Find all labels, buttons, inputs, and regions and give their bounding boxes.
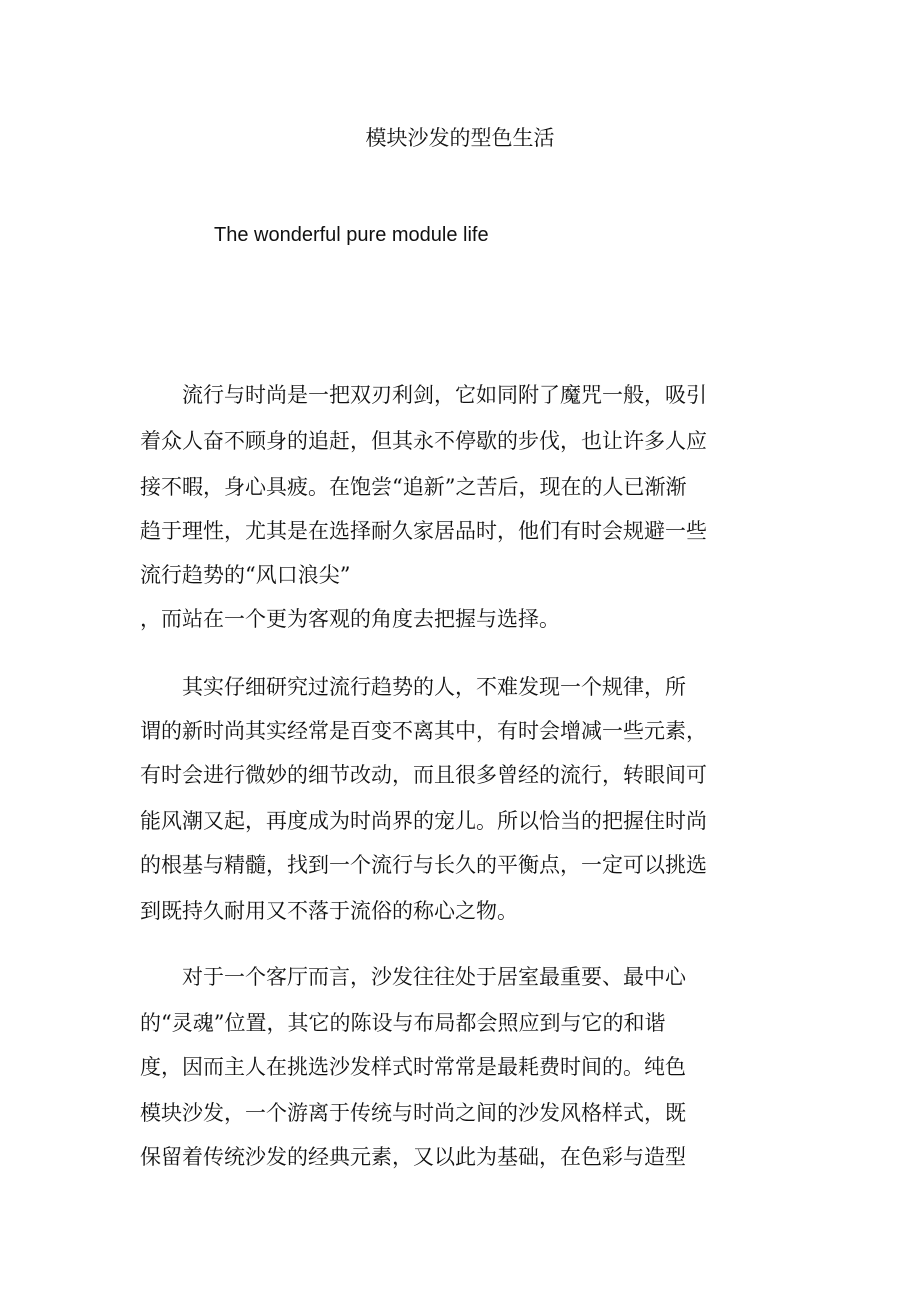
paragraph-3-line-3: 度，因而主人在挑选沙发样式时常常是最耗费时间的。纯色 bbox=[140, 1055, 686, 1079]
document-title: 模块沙发的型色生活 bbox=[365, 126, 555, 150]
paragraph-3-line-1: 对于一个客厅而言，沙发往往处于居室最重要、最中心 bbox=[140, 965, 686, 989]
paragraph-1-line-3: 接不暇，身心具疲。在饱尝“追新”之苦后，现在的人已渐渐 bbox=[140, 475, 687, 499]
paragraph-2-line-4: 能风潮又起，再度成为时尚界的宠儿。所以恰当的把握住时尚 bbox=[140, 809, 707, 833]
paragraph-1-line-5: 流行趋势的“风口浪尖” bbox=[140, 563, 351, 587]
paragraph-1-line-1: 流行与时尚是一把双刃利剑，它如同附了魔咒一般，吸引 bbox=[140, 383, 707, 407]
paragraph-1-line-2: 着众人奋不顾身的追赶，但其永不停歇的步伐，也让许多人应 bbox=[140, 429, 707, 453]
paragraph-2-line-2: 谓的新时尚其实经常是百变不离其中，有时会增减一些元素， bbox=[140, 719, 707, 743]
paragraph-3-line-4: 模块沙发，一个游离于传统与时尚之间的沙发风格样式，既 bbox=[140, 1101, 686, 1125]
paragraph-2-line-6: 到既持久耐用又不落于流俗的称心之物。 bbox=[140, 899, 518, 923]
paragraph-2-line-5: 的根基与精髓，找到一个流行与长久的平衡点，一定可以挑选 bbox=[140, 853, 707, 877]
paragraph-3-line-2: 的“灵魂”位置，其它的陈设与布局都会照应到与它的和谐 bbox=[140, 1011, 666, 1035]
paragraph-3-line-5: 保留着传统沙发的经典元素，又以此为基础，在色彩与造型 bbox=[140, 1145, 686, 1169]
paragraph-2-line-3: 有时会进行微妙的细节改动，而且很多曾经的流行，转眼间可 bbox=[140, 763, 707, 787]
document-subtitle: The wonderful pure module life bbox=[214, 224, 489, 246]
paragraph-1-line-4: 趋于理性，尤其是在选择耐久家居品时，他们有时会规避一些 bbox=[140, 519, 707, 543]
paragraph-2-line-1: 其实仔细研究过流行趋势的人，不难发现一个规律，所 bbox=[140, 675, 686, 699]
paragraph-1-line-6: ，而站在一个更为客观的角度去把握与选择。 bbox=[140, 607, 560, 631]
